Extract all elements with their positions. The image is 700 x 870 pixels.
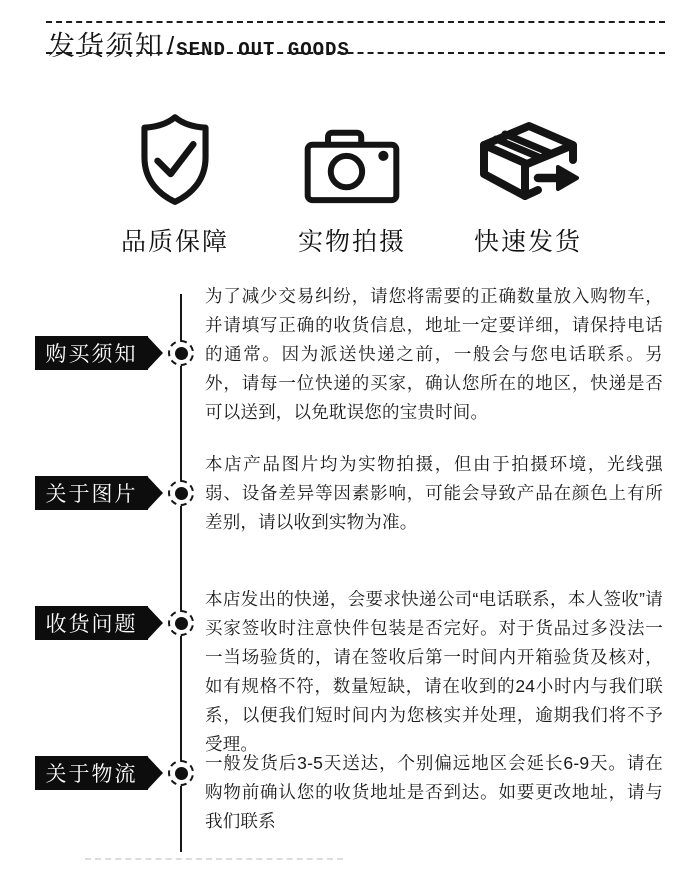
page-title [48,24,350,63]
header-dashed-rule-top [46,21,665,23]
timeline-node-icon [168,340,194,366]
timeline-node-icon [168,760,194,786]
section-tag-about-pictures [35,476,148,510]
feature-shipping-label: 快速发货 [473,228,582,256]
section-tag-about-logistics [35,756,148,790]
feature-quality-label: 品质保障 [120,228,229,256]
page-title-english: SEND OUT GOODS [176,39,350,61]
shipping-box-icon [458,112,598,208]
shield-check-icon [110,112,240,208]
header-dashed-rule-bottom [46,52,665,54]
page-title-separator: / [167,31,175,61]
bottom-dashed-rule [85,858,343,860]
feature-photo-label: 实物拍摄 [297,228,406,256]
feature-photo [287,112,417,258]
section-tag-label: 收货问题 [45,613,138,636]
feature-quality [110,112,240,258]
timeline-node-icon [168,480,194,506]
section-text-purchase-notice: 为了减少交易纠纷，请您将需要的正确数量放入购物车，并请填写正确的收货信息，地址一定要详细，请保持电话的通常。因为派送快递之前，一般会与您电话联系。另外，请每一位快递的买家，确认您所在的地区，快递是否可以送到，以免耽误您的宝贵时间。 [205,286,663,422]
section-tag-receiving-issues [35,606,148,640]
timeline-node-icon [168,610,194,636]
section-tag-label: 购买须知 [45,343,138,366]
page-title-chinese: 发货须知 [48,31,164,61]
camera-icon [287,112,417,208]
section-tag-label: 关于物流 [45,763,138,786]
section-text-receiving-issues: 本店发出的快递，会要求快递公司“电话联系，本人签收”请买家签收时注意快件包装是否完好。对于货品过多没法一一当场验货的，请在签收后第一时间内开箱验货及核对，如有规格不符，数量短缺，请在收到的24小时内与我们联系，以便我们短时间内为您核实并处理，逾期我们将不予受理。 [205,589,663,754]
section-tag-label: 关于图片 [45,483,138,506]
feature-shipping [458,112,598,258]
section-tag-purchase-notice [35,336,148,370]
section-text-about-logistics: 一般发货后3-5天送达，个别偏远地区会延长6-9天。请在购物前确认您的收货地址是否到达。如要更改地址，请与我们联系 [205,753,663,831]
section-text-about-pictures: 本店产品图片均为实物拍摄，但由于拍摄环境，光线强弱、设备差异等因素影响，可能会导致产品在颜色上有所差别，请以收到实物为准。 [205,454,663,532]
